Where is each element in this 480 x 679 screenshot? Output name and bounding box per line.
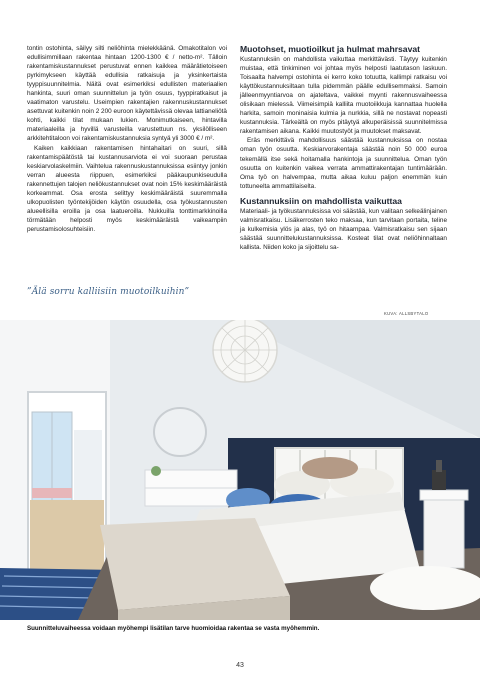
photo-credit: KUVA: ALLSBYTALO bbox=[384, 311, 429, 316]
page-number: 43 bbox=[236, 662, 244, 669]
bedroom-photo bbox=[0, 320, 480, 620]
right-paragraph-2: Eräs merkittävä mahdollisuus säästää kustannuksissa on nostaa oman työn osuutta. Keskiarvorakentaja säästää noin 50 000 euroa tekemällä itse sekä hoitamalla hankintoja ja suunnittelua. Oman työn osuutta on kuitenkin vaikea verrata ammattirakentajan tuntimäärään. Oma työ on halvempaa, mutta aikaa kuluu paljon enemmän kuin tottuneelta ammattilaiselta. bbox=[240, 137, 447, 190]
left-paragraph-1: tontin ostohinta, säilyy silti neliöhinta mielekkäänä. Omakotitalon voi edullisimmillaan rakentaa hintaan 1200-1300 € / netto-m². Tälloin rakentamiskustannukset perustuvat ennen kaikkea määrätietoiseen pyrkimykseen käyttää edullisia ratkaisuja ja yksinkertaista tyyppisuunnitelmia. Näitä ovat esimerkiksi edullisten materiaalien hankinta, suuri oman suunnittelun ja työn osuus, tyyppiratkaisut ja vaatimaton varustelu. Useimpien rakentajien rakennuskustannukset asettuvat kuitenkin noin 2 200 euroon käytettävissä olevaa lattianeliötä kohti, kaikki tilat mukaan lukien. Monimutkaiseen, hintavilla materiaaleilla ja hyvillä varusteilla varustettuun ns. yksilölliseen arkkitehtitaloon voi rakentamiskustannuksia syntyä yli 3000 € / m². bbox=[27, 45, 227, 143]
right-paragraph-3: Materiaali- ja työkustannuksissa voi säästää, kun valitaan selkeälinjainen valmisratkaisu. Lisäkerrosten teko maksaa, kun tarvitaan portaita, teline ja kulkemisia ylös ja alas, työ on hitaampaa. Valmisratkaisu sen sijaan säästää suunnittelukustannuksissa. Kosteat tilat ovat neliöhinnaltaan kallista. Niiden koko ja sijoittelu sa- bbox=[240, 207, 447, 251]
section-heading-1: Muotohset, muotioilkut ja hulmat mahrsavat bbox=[240, 44, 421, 54]
photo-caption: Suunnitteluvaiheessa voidaan myöhempi lisätilan tarve huomioidaa rakentaa se vasta myöhemmin. bbox=[27, 625, 320, 632]
left-text-column bbox=[27, 44, 227, 234]
right-text-column bbox=[240, 44, 447, 252]
section-heading-2: Kustannuksiin on mahdollista vaikuttaa bbox=[240, 195, 402, 206]
pull-quote: ”Älä sorru kalliisiin muotoilkuihin” bbox=[27, 287, 190, 297]
right-paragraph-1: Kustannuksiin on mahdollista vaikuttaa merkittävästi. Täytyy kuitenkin muistaa, että tinkiminen voi johtaa myös helposti laatutason laskuun. Toisaalta halvempi ostohinta ei kerro koko totuutta, kallimpi ratkaisu voi käyttökustannuksiltaan tulla pidemmän päälle edullisemmaksi. Samoin jälleenmyyntiarvoa on ajateltava, vaikkei myynti rakennusvaiheessa olisikaan mielessä. Viimeisimpiä kalliita muotoiikkuja kannattaa huolella harkita, samoin moninaisia kulmia ja nurkkia, sillä ne nostavat nopeasti kustannuksia. Tärkeältä on myös pitäytyä alkuperäisissä suunnitelmissa rakentamisen aikana. Kaikki muutostyöt ja muutokset maksavat. bbox=[240, 56, 447, 136]
left-paragraph-2: Kaiken kaikkiaan rakentamisen hintahaitari on suuri, sillä rakentamispäätöstä tai kustannusarviota ei voi suoraan perustaa keskiarvolaskelmiin. Vaihtelua rakennuskustannuksissa esiintyy jonkin verran alueesta riippuen, esimerkiksi pääkaupunkiseudulla rakennettujen talojen neliökustannukset ovat noin 15% keskimääräistä korkeammat. Osa erosta selittyy keskimääräistä suuremmalla ulkopuolisten työntekijöiden käytön osuudella, osa työkustannusten alueellisilla eroilla ja osa laatueroilla. Nukkuilla tonttimarkkinoilla törmätään helposti myös keskimääräistä vaikeampiin perustamisolosuhteisiin. bbox=[27, 144, 227, 233]
